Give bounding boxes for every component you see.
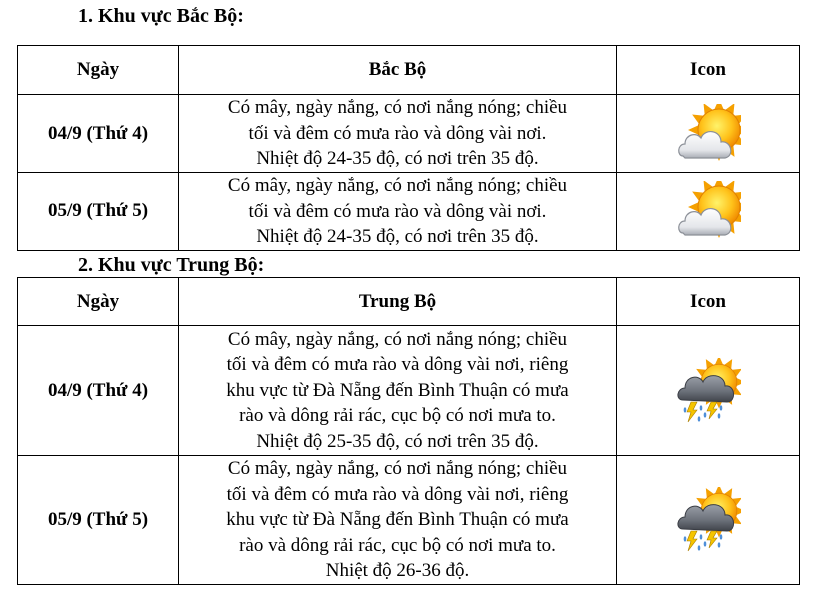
description-line: Nhiệt độ 25-35 độ, có nơi trên 35 độ. <box>256 430 539 452</box>
description-line: khu vực từ Đà Nẵng đến Bình Thuận có mưa <box>226 509 569 530</box>
section-1-heading: 1. Khu vực Bắc Bộ: <box>78 5 244 27</box>
header-date: Ngày <box>18 278 179 326</box>
row-description <box>179 95 617 173</box>
row-icon-cell <box>617 173 800 251</box>
section-2-heading: 2. Khu vực Trung Bộ: <box>78 254 265 276</box>
header-icon: Icon <box>617 46 800 95</box>
partly-cloudy-sun-icon <box>675 181 741 241</box>
header-region: Bắc Bộ <box>179 46 617 95</box>
row-description <box>179 326 617 456</box>
description-line: khu vực từ Đà Nẵng đến Bình Thuận có mưa <box>226 379 569 401</box>
row-icon-cell <box>617 456 800 585</box>
header-icon: Icon <box>617 278 800 326</box>
row-description <box>179 173 617 251</box>
row-date: 05/9 (Thứ 5) <box>18 456 179 585</box>
description-line: Có mây, ngày nắng, có nơi nắng nóng; chiều <box>227 175 568 196</box>
row-icon-cell <box>617 326 800 456</box>
table-header-row <box>18 278 800 326</box>
header-date: Ngày <box>18 46 179 95</box>
description-line: Có mây, ngày nắng, có nơi nắng nóng; chiều <box>227 458 568 479</box>
description-line: Nhiệt độ 26-36 độ. <box>325 560 470 581</box>
description-line: Có mây, ngày nắng, có nơi nắng nóng; chiều <box>227 97 568 119</box>
description-line: Có mây, ngày nắng, có nơi nắng nóng; chiều <box>227 328 568 350</box>
row-icon-cell <box>617 95 800 173</box>
description-line: Nhiệt độ 24-35 độ, có nơi trên 35 độ. <box>256 226 539 247</box>
thunderstorm-sun-icon <box>675 487 741 553</box>
table-trung-bo <box>17 277 800 585</box>
description-line: rào và dông rải rác, cục bộ có nơi mưa to. <box>239 534 556 556</box>
description-line: tối và đêm có mưa rào và dông vài nơi, riêng <box>226 354 569 376</box>
table-header-row <box>18 46 800 95</box>
row-date: 04/9 (Thứ 4) <box>18 95 179 173</box>
row-description <box>179 456 617 585</box>
table-row <box>18 326 800 456</box>
description-line: Nhiệt độ 24-35 độ, có nơi trên 35 độ. <box>256 148 539 170</box>
thunderstorm-sun-icon <box>675 358 741 424</box>
partly-cloudy-sun-icon <box>675 104 741 164</box>
row-date: 05/9 (Thứ 5) <box>18 173 179 251</box>
header-region: Trung Bộ <box>179 278 617 326</box>
table-bac-bo <box>17 45 800 251</box>
description-line: tối và đêm có mưa rào và dông vài nơi. <box>248 122 547 144</box>
description-line: tối và đêm có mưa rào và dông vài nơi. <box>248 200 547 222</box>
description-line: rào và dông rải rác, cục bộ có nơi mưa to. <box>239 405 556 427</box>
table-row <box>18 95 800 173</box>
row-date: 04/9 (Thứ 4) <box>18 326 179 456</box>
table-row <box>18 173 800 251</box>
table-row <box>18 456 800 585</box>
description-line: tối và đêm có mưa rào và dông vài nơi, riêng <box>226 483 569 505</box>
